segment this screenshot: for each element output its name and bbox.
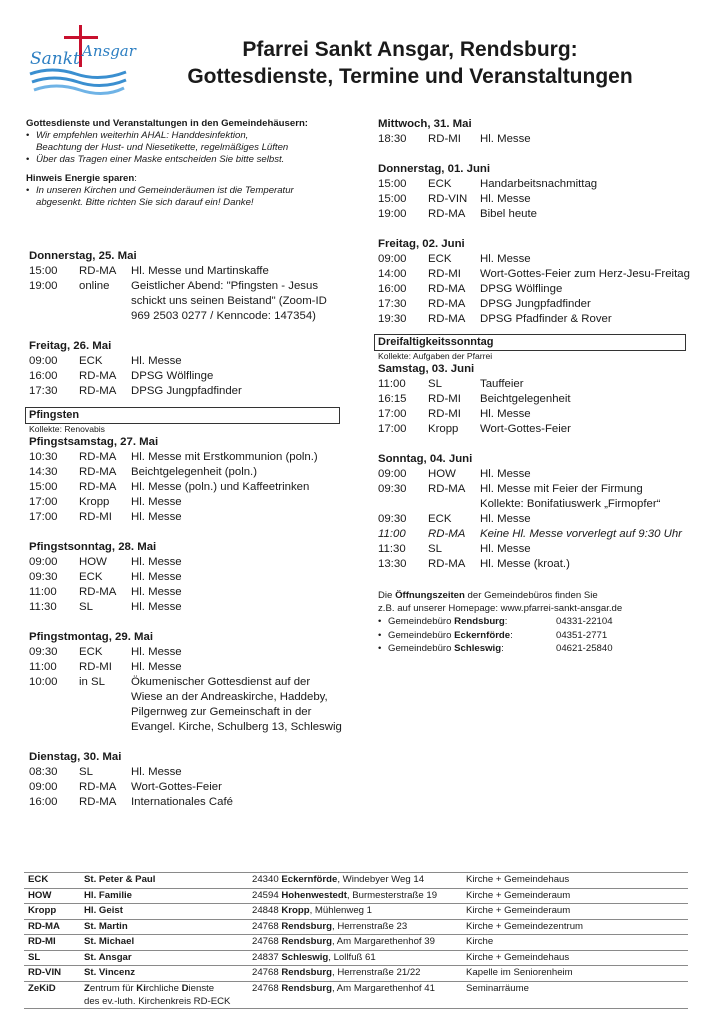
title-line-1: Pfarrei Sankt Ansgar, Rendsburg: xyxy=(242,38,578,61)
event-place: ECK xyxy=(428,253,452,265)
day-sonntag-04 xyxy=(378,452,690,572)
event-description: Hl. Messe xyxy=(131,646,182,658)
event-description: Keine Hl. Messe vorverlegt auf 9:30 Uhr xyxy=(480,528,682,540)
event-time: 11:00 xyxy=(29,661,57,673)
event-time: 19:30 xyxy=(378,313,407,325)
dreifaltigkeit-section-label: Dreifaltigkeitssonntag xyxy=(374,334,686,351)
day-samstag-03 xyxy=(378,362,690,437)
day-heading: Donnerstag, 01. Juni xyxy=(378,163,491,175)
event-description: Hl. Messe xyxy=(131,766,182,778)
event-place: SL xyxy=(79,766,93,778)
event-row xyxy=(29,450,347,465)
day-heading: Pfingstsamstag, 27. Mai xyxy=(29,436,159,448)
event-description: DPSG Jungpfadfinder xyxy=(480,298,591,310)
event-row xyxy=(29,720,347,735)
event-row xyxy=(29,510,347,525)
legend-row xyxy=(24,873,688,889)
legend-code: RD-VIN xyxy=(24,966,80,982)
event-place: RD-MA xyxy=(79,796,117,808)
day-heading: Dienstag, 30. Mai xyxy=(29,751,122,763)
event-description: Hl. Messe xyxy=(480,253,531,265)
legend-church: St. Vincenz xyxy=(80,966,248,982)
event-row xyxy=(378,207,690,222)
event-place: Kropp xyxy=(428,423,459,435)
event-time: 09:00 xyxy=(29,355,58,367)
event-row xyxy=(29,675,347,690)
event-time: 09:00 xyxy=(378,253,407,265)
event-place: RD-MI xyxy=(428,133,461,145)
event-row xyxy=(29,465,347,480)
event-place: RD-MA xyxy=(428,283,466,295)
legend-code: Kropp xyxy=(24,904,80,920)
event-description: Hl. Messe xyxy=(131,601,182,613)
notice-bullet: • Über das Tragen einer Maske entscheiden Sie bitte selbst. xyxy=(26,154,346,166)
event-row xyxy=(29,294,347,309)
legend-type: Seminarräume xyxy=(462,981,688,1008)
office-schleswig: • Gemeindebüro Schleswig: 04621-25840 xyxy=(378,642,690,656)
event-time: 11:00 xyxy=(29,586,57,598)
legend-address: 24768 Rendsburg, Herrenstraße 21/22 xyxy=(248,966,462,982)
event-row xyxy=(378,192,690,207)
event-row xyxy=(378,282,690,297)
notice-bullet: • Wir empfehlen weiterhin AHAL: Handdesinfektion, Beachtung der Hust- und Niesetikette, regelmäßiges Lüften xyxy=(26,130,346,154)
event-row xyxy=(29,495,347,510)
day-mittwoch-31 xyxy=(378,117,690,147)
notice-heading: Gottesdienste und Veranstaltungen in den Gemeindehäusern: xyxy=(26,118,308,129)
event-time: 17:00 xyxy=(378,423,407,435)
dreifaltigkeit-kollekte: Kollekte: Aufgaben der Pfarrei xyxy=(378,351,493,361)
day-heading: Freitag, 02. Juni xyxy=(378,238,465,250)
event-row xyxy=(378,392,690,407)
event-description: 969 2503 0277 / Kenncode: 147354) xyxy=(131,310,316,322)
day-donnerstag-01 xyxy=(378,162,690,222)
event-description: Hl. Messe xyxy=(480,133,531,145)
event-row xyxy=(29,780,347,795)
event-place: RD-MA xyxy=(79,781,117,793)
legend-address: 24768 Rendsburg, Herrenstraße 23 xyxy=(248,919,462,935)
event-description: Hl. Messe xyxy=(480,408,531,420)
legend-church: Zentrum für Kirchliche Dienste des ev.-luth. Kirchenkreis RD-ECK xyxy=(80,981,248,1008)
event-row xyxy=(29,570,347,585)
schedule-right-column xyxy=(378,117,690,656)
day-dienstag-30 xyxy=(29,750,347,810)
legend-code: HOW xyxy=(24,888,80,904)
event-place: SL xyxy=(428,378,442,390)
legend-address: 24768 Rendsburg, Am Margarethenhof 39 xyxy=(248,935,462,951)
event-time: 19:00 xyxy=(378,208,407,220)
day-heading: Mittwoch, 31. Mai xyxy=(378,118,472,130)
event-place: RD-MI xyxy=(428,393,461,405)
event-place: RD-MA xyxy=(79,385,117,397)
legend-row xyxy=(24,919,688,935)
legend-church: St. Michael xyxy=(80,935,248,951)
event-description: Wort-Gottes-Feier xyxy=(131,781,222,793)
event-row xyxy=(29,354,347,369)
event-description: Tauffeier xyxy=(480,378,524,390)
office-hours-intro: Die Öffnungszeiten der Gemeindebüros finden Sie xyxy=(378,590,598,601)
event-place: RD-MA xyxy=(428,483,466,495)
event-row xyxy=(378,557,690,572)
day-pfingstmontag xyxy=(29,630,347,735)
legend-address: 24768 Rendsburg, Am Margarethenhof 41 xyxy=(248,981,462,1008)
event-time: 16:00 xyxy=(378,283,407,295)
event-description: Beichtgelegenheit xyxy=(480,393,571,405)
event-time: 14:30 xyxy=(29,466,58,478)
event-time: 11:00 xyxy=(378,378,406,390)
day-heading: Sonntag, 04. Juni xyxy=(378,453,473,465)
event-place: RD-MI xyxy=(428,408,461,420)
event-description: DPSG Pfadfinder & Rover xyxy=(480,313,612,325)
day-freitag-02 xyxy=(378,237,690,327)
legend-church: Hl. Familie xyxy=(80,888,248,904)
office-rendsburg: • Gemeindebüro Rendsburg: 04331-22104 xyxy=(378,615,690,629)
event-place: RD-MA xyxy=(79,265,117,277)
legend-type: Kapelle im Seniorenheim xyxy=(462,966,688,982)
event-time: 11:30 xyxy=(29,601,57,613)
event-place: ECK xyxy=(428,513,452,525)
event-place: RD-MA xyxy=(428,558,466,570)
event-description: Hl. Messe xyxy=(131,586,182,598)
legend-row xyxy=(24,981,688,1008)
event-description: Hl. Messe xyxy=(480,513,531,525)
office-eckernfoerde: • Gemeindebüro Eckernförde: 04351-2771 xyxy=(378,629,690,643)
event-row xyxy=(378,177,690,192)
event-time: 09:30 xyxy=(29,646,58,658)
legend-row xyxy=(24,888,688,904)
event-row xyxy=(378,512,690,527)
event-description: Hl. Messe xyxy=(131,355,182,367)
event-place: RD-VIN xyxy=(428,193,468,205)
event-place: in SL xyxy=(79,676,105,688)
event-place: RD-MA xyxy=(428,298,466,310)
event-description: Geistlicher Abend: "Pfingsten - Jesus xyxy=(131,280,319,292)
event-time: 17:30 xyxy=(378,298,407,310)
page-title xyxy=(140,36,680,90)
legend-code: ECK xyxy=(24,873,80,889)
event-row xyxy=(378,542,690,557)
event-description: Hl. Messe mit Feier der Firmung xyxy=(480,483,643,495)
legend-address: 24340 Eckernförde, Windebyer Weg 14 xyxy=(248,873,462,889)
event-time: 09:30 xyxy=(378,513,407,525)
day-pfingstsamstag xyxy=(29,435,347,525)
event-time: 15:00 xyxy=(378,178,407,190)
legend-type: Kirche + Gemeindezentrum xyxy=(462,919,688,935)
event-time: 13:30 xyxy=(378,558,407,570)
event-row xyxy=(378,377,690,392)
event-row xyxy=(378,497,690,512)
event-description: Kollekte: Bonifatiuswerk „Firmopfer“ xyxy=(480,498,661,510)
event-row xyxy=(29,765,347,780)
event-description: DPSG Wölflinge xyxy=(131,370,214,382)
legend-address: 24848 Kropp, Mühlenweg 1 xyxy=(248,904,462,920)
event-place: HOW xyxy=(428,468,456,480)
event-row xyxy=(378,467,690,482)
legend-church: St. Ansgar xyxy=(80,950,248,966)
day-freitag-26 xyxy=(29,339,347,399)
event-description: DPSG Wölflinge xyxy=(480,283,563,295)
event-row xyxy=(29,279,347,294)
event-place: RD-MA xyxy=(79,586,117,598)
event-time: 17:30 xyxy=(29,385,58,397)
event-time: 09:30 xyxy=(29,571,58,583)
event-description: Hl. Messe mit Erstkommunion (poln.) xyxy=(131,451,318,463)
event-row xyxy=(29,384,347,399)
day-pfingstsonntag xyxy=(29,540,347,615)
event-description: Pilgernweg zur Gemeinschaft in der xyxy=(131,706,312,718)
office-phone: 04331-22104 xyxy=(556,616,613,627)
event-place: RD-MA xyxy=(79,466,117,478)
event-description: schickt uns seinen Beistand" (Zoom-ID xyxy=(131,295,327,307)
day-donnerstag-25 xyxy=(29,249,347,324)
legend-code: ZeKiD xyxy=(24,981,80,1008)
event-row xyxy=(378,312,690,327)
hygiene-notice xyxy=(26,118,346,209)
event-place: ECK xyxy=(79,571,103,583)
legend-church: St. Martin xyxy=(80,919,248,935)
event-time: 09:30 xyxy=(378,483,407,495)
event-place: online xyxy=(79,280,110,292)
event-description: Hl. Messe xyxy=(131,571,182,583)
event-time: 16:00 xyxy=(29,370,58,382)
logo-text-ansgar: Ansgar xyxy=(82,42,136,60)
energy-bullet: • In unseren Kirchen und Gemeinderäumen ist die Temperatur abgesenkt. Bitte richten Sie sich darauf ein! Danke! xyxy=(26,185,346,209)
office-list xyxy=(378,615,690,656)
legend-church: St. Peter & Paul xyxy=(80,873,248,889)
event-place: RD-MA xyxy=(79,451,117,463)
event-description: Hl. Messe xyxy=(131,496,182,508)
event-description: Hl. Messe xyxy=(131,511,182,523)
event-time: 09:00 xyxy=(29,556,58,568)
event-place: RD-MA xyxy=(428,208,466,220)
legend-code: RD-MA xyxy=(24,919,80,935)
event-row xyxy=(29,600,347,615)
pfingsten-section-label: Pfingsten xyxy=(25,407,340,424)
event-time: 15:00 xyxy=(29,265,58,277)
event-row xyxy=(378,422,690,437)
event-time: 08:30 xyxy=(29,766,58,778)
event-place: ECK xyxy=(428,178,452,190)
event-place: RD-MI xyxy=(79,661,112,673)
event-description: Hl. Messe xyxy=(131,661,182,673)
event-time: 19:00 xyxy=(29,280,58,292)
event-time: 16:15 xyxy=(378,393,407,405)
legend-type: Kirche xyxy=(462,935,688,951)
event-row xyxy=(378,252,690,267)
schedule-left-column xyxy=(29,249,347,810)
event-place: SL xyxy=(79,601,93,613)
event-place: SL xyxy=(428,543,442,555)
event-time: 15:00 xyxy=(29,481,58,493)
event-row xyxy=(378,297,690,312)
day-heading: Pfingstmontag, 29. Mai xyxy=(29,631,154,643)
day-heading: Donnerstag, 25. Mai xyxy=(29,250,137,262)
event-description: Beichtgelegenheit (poln.) xyxy=(131,466,258,478)
event-row xyxy=(29,585,347,600)
event-row xyxy=(29,264,347,279)
pfingsten-kollekte: Kollekte: Renovabis xyxy=(29,424,105,434)
homepage-line: z.B. auf unserer Homepage: www.pfarrei-sankt-ansgar.de xyxy=(378,603,623,614)
event-row xyxy=(29,795,347,810)
event-place: RD-MI xyxy=(79,511,112,523)
event-description: Handarbeitsnachmittag xyxy=(480,178,598,190)
event-description: Internationales Café xyxy=(131,796,233,808)
event-time: 17:00 xyxy=(29,496,58,508)
logo-text-sankt: Sankt xyxy=(30,49,80,69)
event-place: RD-MA xyxy=(79,481,117,493)
event-place: ECK xyxy=(79,355,103,367)
legend-type: Kirche + Gemeinderaum xyxy=(462,904,688,920)
event-time: 16:00 xyxy=(29,796,58,808)
event-description: Evangel. Kirche, Schulberg 13, Schleswig xyxy=(131,721,342,733)
legend-row xyxy=(24,935,688,951)
event-time: 10:30 xyxy=(29,451,58,463)
event-time: 09:00 xyxy=(378,468,407,480)
event-row xyxy=(29,645,347,660)
event-description: Hl. Messe xyxy=(480,468,531,480)
event-description: Ökumenischer Gottesdienst auf der xyxy=(131,676,311,688)
event-place: RD-MA xyxy=(79,370,117,382)
event-time: 15:00 xyxy=(378,193,407,205)
day-heading: Pfingstsonntag, 28. Mai xyxy=(29,541,157,553)
event-place: ECK xyxy=(79,646,103,658)
event-description: Wort-Gottes-Feier zum Herz-Jesu-Freitag xyxy=(480,268,690,280)
event-row xyxy=(378,527,690,542)
legend-type: Kirche + Gemeindehaus xyxy=(462,950,688,966)
event-row xyxy=(29,309,347,324)
legend-row xyxy=(24,966,688,982)
event-time: 09:00 xyxy=(29,781,58,793)
event-description: Hl. Messe (poln.) und Kaffeetrinken xyxy=(131,481,310,493)
church-legend-table xyxy=(24,872,688,1009)
title-line-2: Gottesdienste, Termine und Veranstaltungen xyxy=(187,65,633,88)
event-time: 10:00 xyxy=(29,676,58,688)
legend-type: Kirche + Gemeindehaus xyxy=(462,873,688,889)
legend-row xyxy=(24,904,688,920)
event-time: 17:00 xyxy=(29,511,58,523)
event-place: RD-MI xyxy=(428,268,461,280)
event-row xyxy=(29,480,347,495)
event-description: DPSG Jungpfadfinder xyxy=(131,385,242,397)
event-row xyxy=(29,660,347,675)
event-description: Hl. Messe xyxy=(131,556,182,568)
event-time: 11:00 xyxy=(378,528,406,540)
event-description: Hl. Messe xyxy=(480,193,531,205)
legend-code: RD-MI xyxy=(24,935,80,951)
energy-heading: Hinweis Energie sparen: xyxy=(26,173,137,184)
legend-type: Kirche + Gemeinderaum xyxy=(462,888,688,904)
event-row xyxy=(29,690,347,705)
event-place: HOW xyxy=(79,556,107,568)
event-description: Wort-Gottes-Feier xyxy=(480,423,571,435)
office-phone: 04351-2771 xyxy=(556,629,608,641)
event-description: Hl. Messe xyxy=(480,543,531,555)
event-row xyxy=(378,407,690,422)
event-time: 17:00 xyxy=(378,408,407,420)
event-description: Wiese an der Andreaskirche, Haddeby, xyxy=(131,691,328,703)
office-phone: 04621-25840 xyxy=(556,643,613,655)
event-row xyxy=(29,705,347,720)
event-row xyxy=(378,482,690,497)
sankt-ansgar-logo xyxy=(26,22,136,98)
event-time: 14:00 xyxy=(378,268,407,280)
event-time: 11:30 xyxy=(378,543,406,555)
event-time: 18:30 xyxy=(378,133,407,145)
event-place: Kropp xyxy=(79,496,110,508)
day-heading: Freitag, 26. Mai xyxy=(29,340,112,352)
event-description: Hl. Messe und Martinskaffe xyxy=(131,265,269,277)
legend-address: 24594 Hohenwestedt, Burmesterstraße 19 xyxy=(248,888,462,904)
event-row xyxy=(378,132,690,147)
legend-code: SL xyxy=(24,950,80,966)
day-heading: Samstag, 03. Juni xyxy=(378,363,475,375)
event-row xyxy=(378,267,690,282)
event-description: Hl. Messe (kroat.) xyxy=(480,558,570,570)
event-row xyxy=(29,369,347,384)
legend-row xyxy=(24,950,688,966)
event-row xyxy=(29,555,347,570)
event-description: Bibel heute xyxy=(480,208,537,220)
legend-church: Hl. Geist xyxy=(80,904,248,920)
event-place: RD-MA xyxy=(428,313,466,325)
legend-address: 24837 Schleswig, Lollfuß 61 xyxy=(248,950,462,966)
event-place: RD-MA xyxy=(428,528,466,540)
